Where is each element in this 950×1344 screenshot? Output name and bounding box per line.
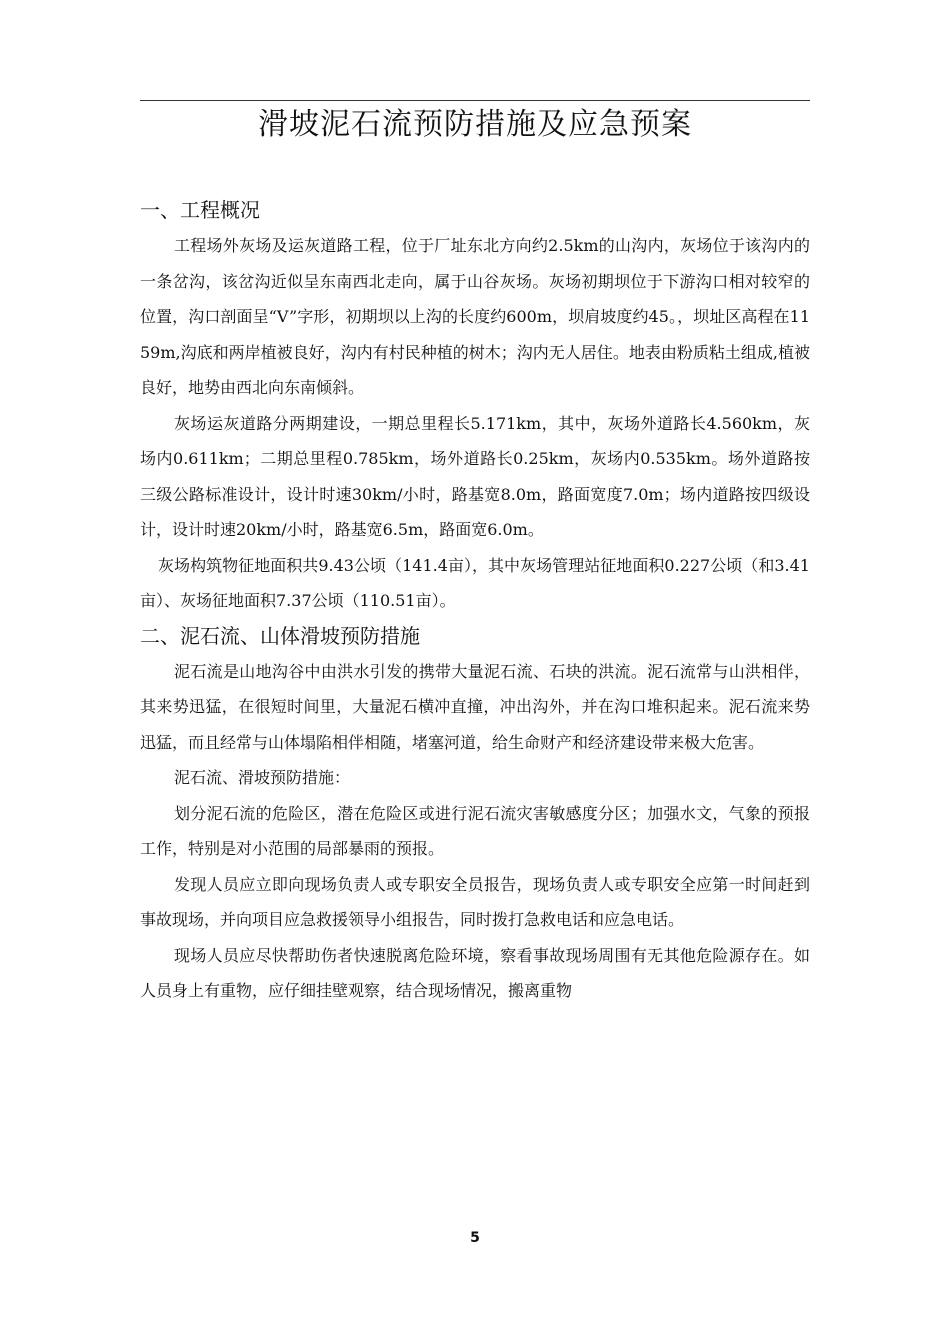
paragraph-project-location: 工程场外灰场及运灰道路工程，位于厂址东北方向约2.5km的山沟内，灰场位于该沟内的一条岔沟，该岔沟近似呈东南西北走向，属于山谷灰场。灰场初期坝位于下游沟口相对较窄的位置，沟口剖面呈“V”字形，初期坝以上沟的长度约600m，坝肩坡度约45。，坝址区高程在1159m,沟底和两岸植被良好，沟内有村民种植的树木；沟内无人居住。地表由粉质粘土组成,植被良好，地势由西北向东南倾斜。 <box>140 236 810 397</box>
paragraph-danger-zoning: 划分泥石流的危险区，潜在危险区或进行泥石流灾害敏感度分区；加强水文，气象的预报工作，特别是对小范围的局部暴雨的预报。 <box>140 803 810 858</box>
paragraph-rescue-procedure: 现场人员应尽快帮助伤者快速脱离危险环境，察看事故现场周围有无其他危险源存在。如人员身上有重物，应仔细挂壁观察，结合现场情况，搬离重物 <box>140 945 810 1000</box>
document-title: 滑坡泥石流预防措施及应急预案 <box>258 107 692 142</box>
paragraph-land-area: 灰场构筑物征地面积共9.43公顷（141.4亩），其中灰场管理站征地面积0.227公顷（和3.41亩）、灰场征地面积7.37公顷（110.51亩）。 <box>140 555 810 610</box>
page-number: 5 <box>470 1230 480 1246</box>
header-rule <box>140 100 810 101</box>
paragraph-debris-flow-definition: 泥石流是山地沟谷中由洪水引发的携带大量泥石流、石块的洪流。泥石流常与山洪相伴，其来势迅猛，在很短时间里，大量泥石横冲直撞，冲出沟外，并在沟口堆积起来。泥石流来势迅猛，而且经常与山体塌陷相伴相随，堵塞河道，给生命财产和经济建设带来极大危害。 <box>140 661 810 752</box>
section-heading-debris-flow-prevention: 二、泥石流、山体滑坡预防措施 <box>140 623 420 648</box>
document-body <box>140 193 810 1009</box>
paragraph-road-construction: 灰场运灰道路分两期建设，一期总里程长5.171km，其中，灰场外道路长4.560km，灰场内0.611km；二期总里程0.785km，场外道路长0.25km，灰场内0.535km。场外道路按三级公路标准设计，设计时速30km/小时，路基宽8.0m，路面宽度7.0m；场内道路按四级设计，设计时速20km/小时，路基宽6.5m，路面宽6.0m。 <box>140 413 810 539</box>
paragraph-prevention-measures-label: 泥石流、滑坡预防措施： <box>174 768 351 787</box>
section-heading-project-overview: 一、工程概况 <box>140 198 260 222</box>
paragraph-reporting-procedure: 发现人员应立即向现场负责人或专职安全员报告，现场负责人或专职安全应第一时间赶到事故现场，并向项目应急救援领导小组报告，同时拨打急救电话和应急电话。 <box>140 874 810 929</box>
